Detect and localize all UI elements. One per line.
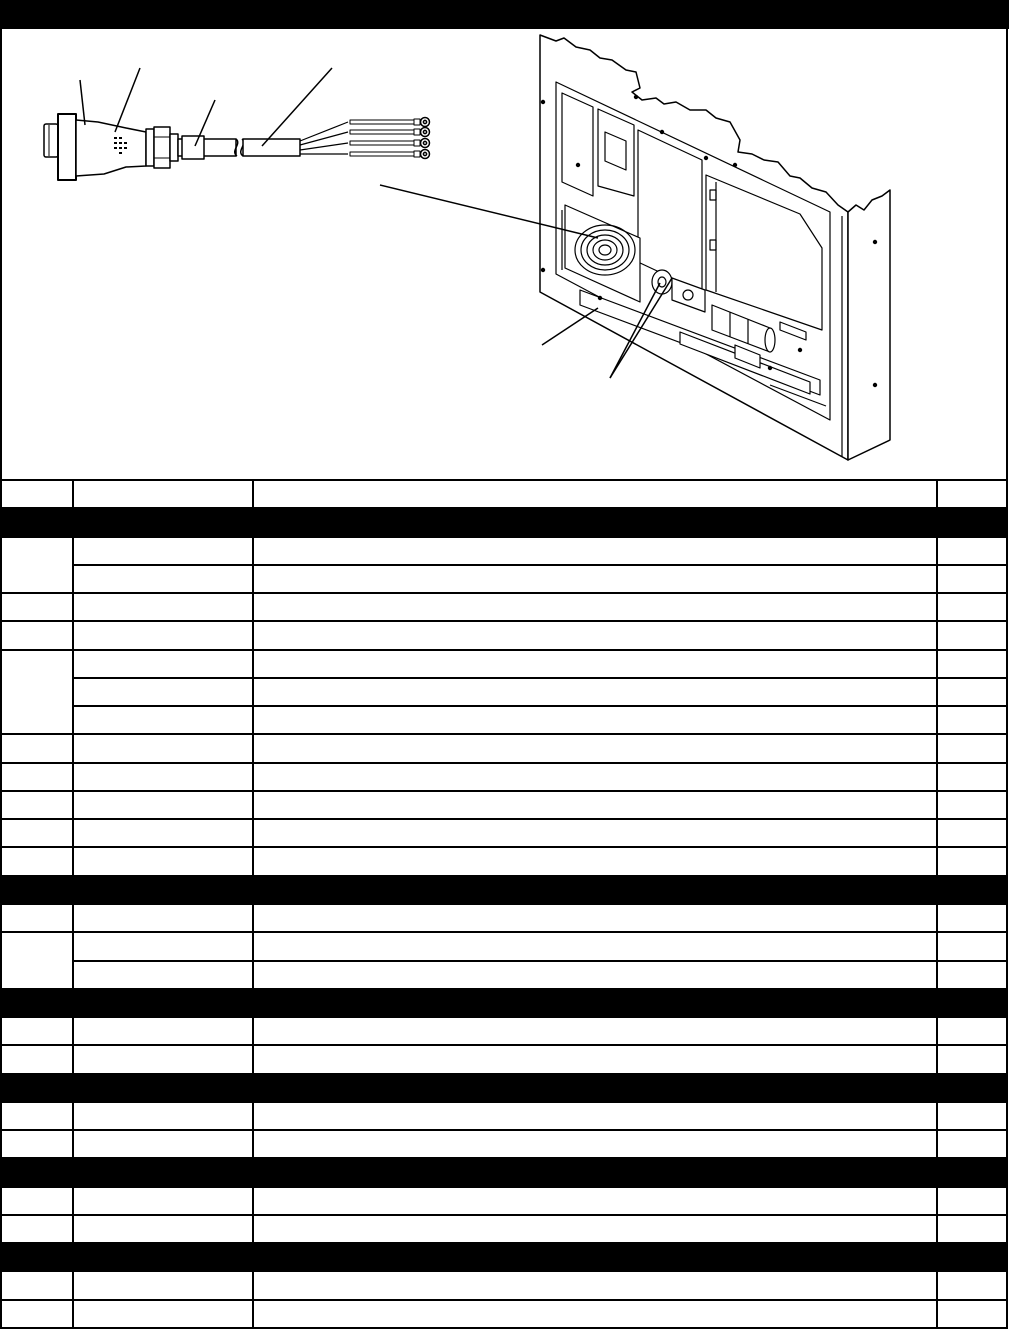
- parts-table-item-number: [2, 1103, 72, 1129]
- parts-table-description: [254, 933, 936, 959]
- exploded-view-figure: [0, 0, 1008, 480]
- parts-table-quantity: [938, 1301, 1006, 1327]
- parts-table-section-row: [2, 1244, 1006, 1270]
- cable-jacket-segment: [243, 139, 300, 156]
- parts-list-table: [0, 479, 1008, 1329]
- parts-table-part-number: [74, 622, 252, 648]
- parts-table-description: [254, 679, 936, 705]
- parts-table-description: [254, 1046, 936, 1072]
- terminal-crimp: [414, 129, 420, 135]
- parts-table-quantity: [938, 962, 1006, 988]
- parts-table-description: [254, 735, 936, 761]
- parts-table-item-number: [2, 622, 72, 648]
- parts-table-description: [254, 1272, 936, 1298]
- parts-table-part-number: [74, 1272, 252, 1298]
- screw-hole: [576, 163, 580, 167]
- strain-relief: [170, 134, 178, 161]
- parts-table-section-row: [2, 990, 1006, 1016]
- parts-table-quantity: [938, 538, 1006, 564]
- parts-table-description: [254, 1301, 936, 1327]
- parts-table-quantity: [938, 1272, 1006, 1298]
- parts-table-item-number: [2, 1018, 72, 1044]
- screw-hole: [541, 268, 545, 272]
- parts-table-description: [254, 820, 936, 846]
- terminal-crimp: [414, 140, 420, 146]
- parts-table-quantity: [938, 933, 1006, 959]
- cable-assembly-drawing: [44, 114, 430, 180]
- coupling-ring: [146, 129, 154, 166]
- parts-table-item-number: [2, 1301, 72, 1327]
- parts-table-part-number: [74, 566, 252, 592]
- wire-lead: [350, 141, 414, 145]
- marking: [119, 147, 122, 149]
- callout-leader-line: [80, 80, 85, 125]
- parts-table-description: [254, 848, 936, 874]
- parts-table-quantity: [938, 707, 1006, 733]
- panel-hinge: [710, 190, 716, 200]
- panel-hinge: [710, 240, 716, 250]
- parts-table-quantity: [938, 764, 1006, 790]
- parts-table-part-number: [74, 679, 252, 705]
- parts-table-quantity: [938, 820, 1006, 846]
- gear-box-hub: [683, 290, 693, 300]
- callout-leader-line: [115, 68, 140, 132]
- screw-hole: [768, 366, 772, 370]
- screw-hole: [541, 100, 545, 104]
- parts-table-part-number: [74, 820, 252, 846]
- ring-terminal-hole: [423, 141, 426, 144]
- parts-table-item-number: [2, 792, 72, 818]
- heat-shrink-sleeve: [182, 136, 204, 159]
- parts-table-item-number: [2, 1272, 72, 1298]
- screw-hole: [798, 348, 802, 352]
- parts-table-description: [254, 566, 936, 592]
- parts-table-item-number: [2, 820, 72, 846]
- column-header-item: [2, 481, 72, 507]
- parts-table-quantity: [938, 848, 1006, 874]
- ring-terminal-hole: [423, 130, 426, 133]
- parts-table-part-number: [74, 651, 252, 677]
- parts-table-quantity: [938, 622, 1006, 648]
- parts-table-part-number: [74, 707, 252, 733]
- parts-table-part-number: [74, 735, 252, 761]
- parts-table-quantity: [938, 679, 1006, 705]
- parts-table-part-number: [74, 1018, 252, 1044]
- parts-table-item-number: [2, 933, 72, 988]
- parts-table-section-row: [2, 509, 1006, 535]
- screw-hole: [634, 95, 638, 99]
- column-header-quantity: [938, 481, 1006, 507]
- cable: [178, 136, 300, 159]
- parts-table-part-number: [74, 962, 252, 988]
- parts-table-part-number: [74, 1046, 252, 1072]
- parts-table-description: [254, 792, 936, 818]
- parts-table-quantity: [938, 651, 1006, 677]
- parts-table-section-row: [2, 1159, 1006, 1185]
- parts-table-description: [254, 1103, 936, 1129]
- cabinet-drawing: [540, 35, 890, 460]
- electrical-box: [562, 93, 593, 196]
- parts-table-part-number: [74, 1216, 252, 1242]
- mounting-flange: [58, 114, 76, 180]
- marking: [114, 137, 117, 139]
- parts-table-part-number: [74, 594, 252, 620]
- parts-table-part-number: [74, 538, 252, 564]
- parts-table-item-number: [2, 1188, 72, 1214]
- parts-table-description: [254, 622, 936, 648]
- wire-leads: [300, 118, 430, 159]
- parts-table-description: [254, 962, 936, 988]
- wire-lead: [350, 130, 414, 134]
- parts-table-quantity: [938, 1103, 1006, 1129]
- connector-body: [76, 120, 146, 176]
- screw-hole: [660, 130, 664, 134]
- parts-table-part-number: [74, 1103, 252, 1129]
- connector-plug: [44, 114, 178, 180]
- parts-table-quantity: [938, 1188, 1006, 1214]
- parts-table-item-number: [2, 1131, 72, 1157]
- marking: [124, 147, 127, 149]
- callout-leader-line: [542, 308, 598, 345]
- parts-table-description: [254, 651, 936, 677]
- screw-hole: [733, 163, 737, 167]
- column-header-part-number: [74, 481, 252, 507]
- parts-table-description: [254, 707, 936, 733]
- parts-table-quantity: [938, 1046, 1006, 1072]
- parts-table-description: [254, 1018, 936, 1044]
- parts-table-description: [254, 1216, 936, 1242]
- terminal-crimp: [414, 119, 420, 125]
- parts-table-description: [254, 538, 936, 564]
- ring-terminal-hole: [423, 152, 426, 155]
- parts-table-item-number: [2, 735, 72, 761]
- parts-table-part-number: [74, 764, 252, 790]
- parts-table-part-number: [74, 1301, 252, 1327]
- blower-motor-end: [765, 328, 775, 352]
- wire-lead: [350, 152, 414, 156]
- parts-table-part-number: [74, 1188, 252, 1214]
- parts-table-item-number: [2, 905, 72, 931]
- marking: [114, 147, 117, 149]
- parts-table-section-row: [2, 877, 1006, 903]
- cabinet-side-flange: [848, 190, 890, 460]
- wire-lead: [350, 120, 414, 124]
- parts-table-description: [254, 594, 936, 620]
- parts-table-section-row: [2, 1075, 1006, 1101]
- parts-table-part-number: [74, 792, 252, 818]
- wire-fanout: [300, 122, 348, 154]
- parts-table-item-number: [2, 764, 72, 790]
- marking: [124, 142, 127, 144]
- screw-hole: [873, 240, 877, 244]
- parts-table-item-number: [2, 1046, 72, 1072]
- marking: [119, 137, 122, 139]
- parts-table-quantity: [938, 594, 1006, 620]
- parts-table-item-number: [2, 538, 72, 593]
- marking: [119, 152, 122, 154]
- terminal-crimp: [414, 151, 420, 157]
- screw-hole: [704, 156, 708, 160]
- connector-end-cap: [44, 124, 58, 157]
- parts-table-quantity: [938, 1216, 1006, 1242]
- parts-table-quantity: [938, 1018, 1006, 1044]
- parts-table-item-number: [2, 848, 72, 874]
- parts-table-quantity: [938, 905, 1006, 931]
- marking: [119, 142, 122, 144]
- parts-table-quantity: [938, 566, 1006, 592]
- parts-table-part-number: [74, 905, 252, 931]
- parts-table-part-number: [74, 933, 252, 959]
- parts-table-description: [254, 764, 936, 790]
- marking: [114, 142, 117, 144]
- parts-table-part-number: [74, 848, 252, 874]
- parts-table-item-number: [2, 594, 72, 620]
- ring-terminal-hole: [423, 120, 426, 123]
- parts-table-quantity: [938, 1131, 1006, 1157]
- parts-table-item-number: [2, 651, 72, 734]
- parts-table-item-number: [2, 1216, 72, 1242]
- parts-table-part-number: [74, 1131, 252, 1157]
- parts-table-description: [254, 905, 936, 931]
- coupling-nut: [154, 127, 170, 168]
- parts-table-quantity: [938, 792, 1006, 818]
- parts-table-description: [254, 1131, 936, 1157]
- column-header-description: [254, 481, 936, 507]
- screw-hole: [873, 383, 877, 387]
- screw-hole: [598, 296, 602, 300]
- callout-leader-line: [262, 68, 332, 146]
- parts-table-description: [254, 1188, 936, 1214]
- parts-table-quantity: [938, 735, 1006, 761]
